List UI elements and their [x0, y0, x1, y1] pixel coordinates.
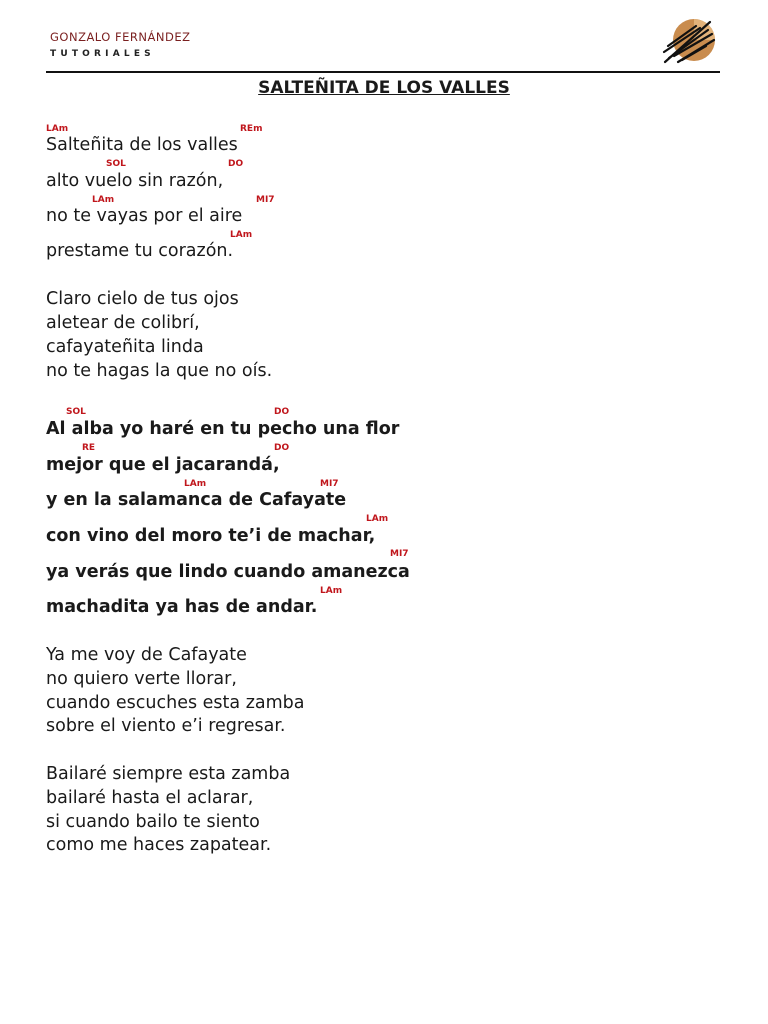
chord-label: LAm: [92, 195, 115, 205]
lyric-line: Claro cielo de tus ojos: [46, 289, 239, 309]
lyric-line: prestame tu corazón.: [46, 241, 234, 261]
lyric-line: Al alba yo haré en tu pecho una flor: [46, 419, 400, 439]
lyric-line: Ya me voy de Cafayate: [46, 645, 247, 665]
lyric-line: cuando escuches esta zamba: [46, 693, 305, 713]
lyric-line: con vino del moro te’i de machar,: [46, 526, 376, 546]
lyric-line: aletear de colibrí,: [46, 313, 200, 333]
lyric-line: ya verás que lindo cuando amanezca: [46, 562, 410, 582]
lyric-line: Bailaré siempre esta zamba: [46, 764, 291, 784]
chord-label: LAm: [320, 586, 343, 596]
chord-label: MI7: [320, 479, 339, 489]
lyric-line: bailaré hasta el aclarar,: [46, 788, 254, 808]
chord-label: DO: [274, 443, 290, 453]
chord-label: MI7: [390, 549, 409, 559]
brand-subtitle: TUTORIALES: [50, 49, 155, 59]
chord-label: RE: [82, 443, 96, 453]
brand-logo-icon: [660, 16, 718, 68]
chord-label: MI7: [256, 195, 275, 205]
chord-label: SOL: [66, 407, 86, 417]
lyric-line: alto vuelo sin razón,: [46, 171, 224, 191]
lyric-line: machadita ya has de andar.: [46, 597, 318, 617]
lyric-line: no te hagas la que no oís.: [46, 361, 273, 381]
page-header: [0, 0, 768, 80]
chord-label: SOL: [106, 159, 126, 169]
lyric-line: como me haces zapatear.: [46, 835, 272, 855]
chord-label: REm: [240, 124, 263, 134]
lyric-line: no quiero verte llorar,: [46, 669, 237, 689]
chord-label: DO: [274, 407, 290, 417]
lyric-line: Salteñita de los valles: [46, 135, 238, 155]
chord-label: DO: [228, 159, 244, 169]
chord-label: LAm: [46, 124, 69, 134]
brand-name: GONZALO FERNÁNDEZ: [50, 30, 191, 44]
lyric-line: sobre el viento e’i regresar.: [46, 716, 286, 736]
chord-label: LAm: [366, 514, 389, 524]
song-title: SALTEÑITA DE LOS VALLES: [258, 78, 510, 98]
header-divider: [46, 71, 720, 73]
lyric-line: no te vayas por el aire: [46, 206, 243, 226]
lyric-line: si cuando bailo te siento: [46, 812, 260, 832]
lyric-line: y en la salamanca de Cafayate: [46, 490, 347, 510]
chord-label: LAm: [230, 230, 253, 240]
lyric-line: cafayateñita linda: [46, 337, 204, 357]
chord-label: LAm: [184, 479, 207, 489]
lyric-line: mejor que el jacarandá,: [46, 455, 280, 475]
